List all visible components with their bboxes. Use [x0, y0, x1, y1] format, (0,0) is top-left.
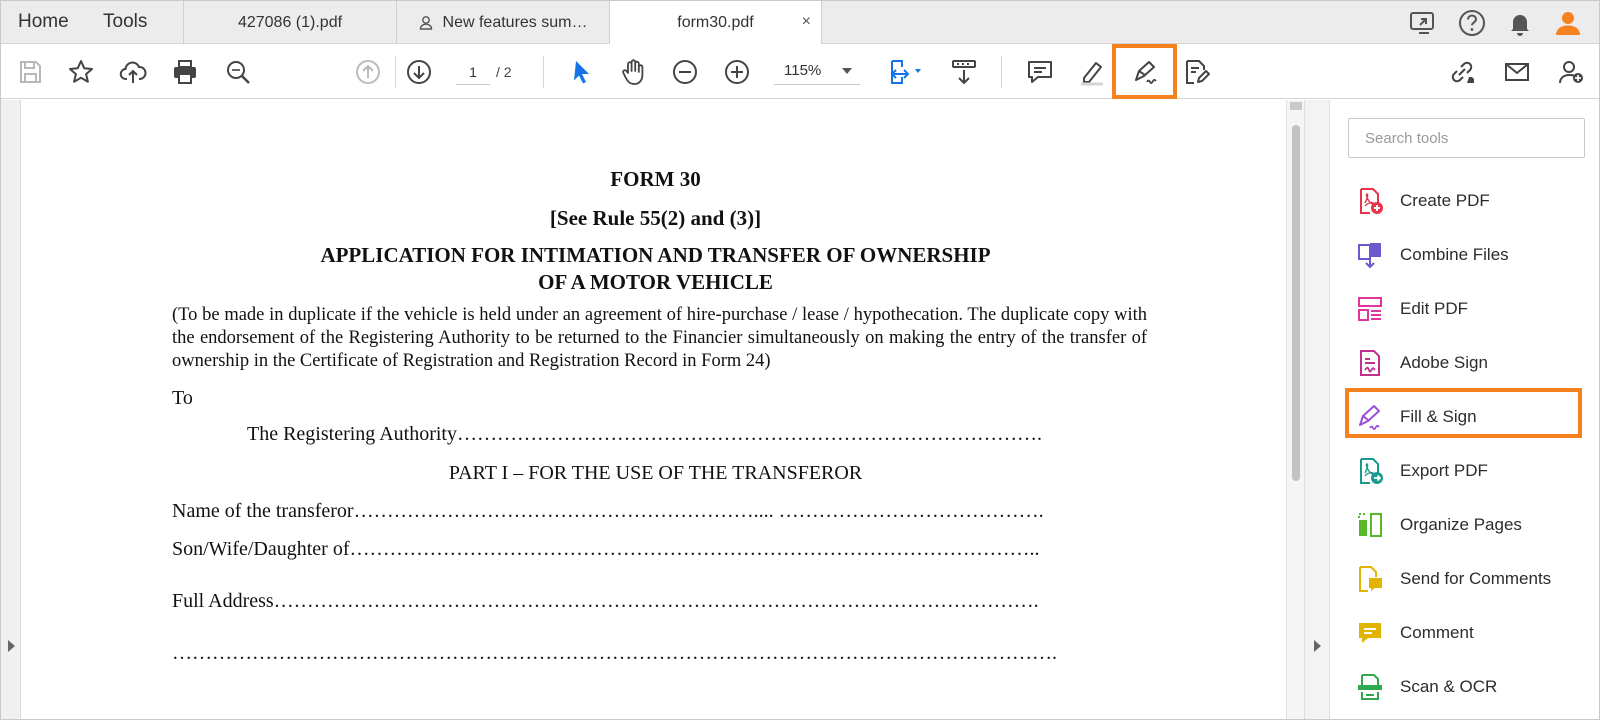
tool-label: Send for Comments	[1400, 569, 1552, 588]
relation-field: Son/Wife/Daughter of…………………………………………………………………………………………..	[172, 538, 1040, 560]
help-icon[interactable]	[1456, 7, 1488, 44]
tool-edit-pdf[interactable]	[1356, 289, 1586, 329]
form-title: FORM 30	[610, 167, 701, 191]
upload-cloud-icon[interactable]	[116, 55, 150, 89]
zoom-value: 115%	[784, 62, 822, 79]
full-address-continuation: …………………………………………………………………………………………………………………….	[172, 642, 1057, 664]
toolbar-divider	[543, 56, 544, 88]
tool-export-pdf[interactable]	[1356, 451, 1586, 491]
organize-pages-icon	[1356, 511, 1384, 539]
toolbar-divider	[1001, 56, 1002, 88]
bookmark-star-icon[interactable]	[64, 55, 98, 89]
tool-label: Scan & OCR	[1400, 677, 1498, 696]
toolbar-divider	[395, 56, 396, 88]
tab-new-features-summary[interactable]	[396, 1, 609, 44]
main-toolbar	[1, 44, 1600, 99]
page-total-label: / 2	[496, 64, 512, 80]
transferor-name-field: Name of the transferor…………………………………………………….... ………………………………….	[172, 500, 1044, 522]
tool-label: Organize Pages	[1400, 515, 1522, 534]
document-scrollbar[interactable]	[1286, 100, 1304, 720]
shared-user-icon	[419, 15, 435, 31]
share-link-icon[interactable]	[1445, 55, 1479, 89]
document-view[interactable]	[22, 100, 1286, 720]
adobe-sign-icon	[1356, 349, 1384, 377]
tool-organize-pages[interactable]	[1356, 505, 1586, 545]
form-heading	[22, 242, 1286, 296]
account-avatar-icon[interactable]	[1552, 7, 1584, 44]
search-tools-input[interactable]	[1348, 118, 1585, 158]
tool-combine-files[interactable]	[1356, 235, 1586, 275]
print-icon[interactable]	[168, 55, 202, 89]
tab-bar	[1, 1, 1600, 44]
edit-pdf-icon[interactable]	[1179, 55, 1213, 89]
fill-and-sign-callout	[1112, 44, 1177, 99]
save-icon[interactable]	[13, 55, 47, 89]
next-page-icon[interactable]	[402, 55, 436, 89]
send-for-comments-icon	[1356, 565, 1384, 593]
scan-ocr-icon	[1356, 673, 1384, 701]
page-number-input[interactable]	[456, 59, 490, 85]
previous-page-icon[interactable]	[351, 55, 385, 89]
chevron-down-icon	[842, 68, 852, 74]
tool-send-for-comments[interactable]	[1356, 559, 1586, 599]
create-pdf-icon	[1356, 187, 1384, 215]
pdf-page	[22, 100, 1286, 720]
tool-label: Export PDF	[1400, 461, 1488, 480]
form-heading-line1: APPLICATION FOR INTIMATION AND TRANSFER OF OWNERSHIP	[320, 243, 991, 267]
to-label: To	[172, 387, 193, 409]
send-email-icon[interactable]	[1500, 55, 1534, 89]
form-heading-line2: OF A MOTOR VEHICLE	[538, 270, 773, 294]
tab-label: form30.pdf	[677, 14, 754, 31]
expand-left-panel-icon[interactable]	[8, 640, 15, 652]
registering-authority-line: The Registering Authority…………………………………………………………………………….	[247, 423, 1042, 445]
left-navigation-gutter[interactable]	[1, 100, 21, 720]
find-magnifier-icon[interactable]	[221, 55, 255, 89]
comment-icon	[1356, 619, 1384, 647]
select-cursor-icon[interactable]	[565, 55, 599, 89]
tools-pane	[1329, 100, 1600, 720]
tool-label: Edit PDF	[1400, 299, 1469, 318]
tool-label: Comment	[1400, 623, 1474, 642]
form-note: (To be made in duplicate if the vehicle is held under an agreement of hire-purchase / lease / hypothecation. The duplicate copy with the endorsement of the Registering Authority to be returned to the Financier simultaneously on making the entry of the transfer of ownership in the Certificate of Registration and Registration Record in Form 24)	[172, 305, 1147, 371]
hand-tool-icon[interactable]	[616, 55, 650, 89]
tool-label: Combine Files	[1400, 245, 1509, 264]
part-one-title: PART I – FOR THE USE OF THE TRANSFEROR	[448, 462, 863, 484]
fill-and-sign-tool-callout	[1345, 388, 1582, 438]
zoom-out-icon[interactable]	[668, 55, 702, 89]
tool-label: Adobe Sign	[1400, 353, 1488, 372]
form-rule: [See Rule 55(2) and (3)]	[549, 206, 762, 230]
tool-label: Create PDF	[1400, 191, 1490, 210]
export-pdf-icon	[1356, 457, 1384, 485]
tab-form30-pdf[interactable]	[609, 1, 822, 45]
tool-label: Fill & Sign	[1400, 407, 1477, 426]
tab-label: 427086 (1).pdf	[237, 13, 343, 31]
zoom-level-dropdown[interactable]	[774, 57, 860, 85]
combine-files-icon	[1356, 241, 1384, 269]
highlight-pen-icon[interactable]	[1075, 55, 1109, 89]
tool-adobe-sign[interactable]	[1356, 343, 1586, 383]
tool-scan-ocr[interactable]	[1356, 667, 1586, 707]
edit-pdf-icon	[1356, 295, 1384, 323]
close-tab-icon[interactable]: ×	[801, 13, 811, 30]
nav-tools[interactable]: Tools	[103, 11, 148, 32]
full-address-field: Full Address…………………………………………………………………………………………………….	[172, 590, 1039, 612]
zoom-in-icon[interactable]	[720, 55, 754, 89]
nav-home[interactable]: Home	[18, 11, 69, 32]
scroll-up-button[interactable]	[1290, 102, 1302, 110]
comment-icon[interactable]	[1023, 55, 1057, 89]
tab-427086-pdf[interactable]	[183, 1, 396, 44]
tools-pane-gutter[interactable]	[1304, 100, 1329, 720]
scrolling-mode-icon[interactable]	[947, 55, 981, 89]
tool-create-pdf[interactable]	[1356, 181, 1586, 221]
share-screen-icon[interactable]	[1407, 7, 1439, 44]
scrollbar-thumb[interactable]	[1292, 125, 1300, 481]
notifications-bell-icon[interactable]	[1504, 7, 1536, 44]
add-user-share-icon[interactable]	[1554, 55, 1588, 89]
tool-comment[interactable]	[1356, 613, 1586, 653]
collapse-tools-pane-icon[interactable]	[1314, 640, 1321, 652]
page-fit-icon[interactable]	[884, 55, 928, 89]
tab-label: New features sum…	[442, 13, 588, 31]
